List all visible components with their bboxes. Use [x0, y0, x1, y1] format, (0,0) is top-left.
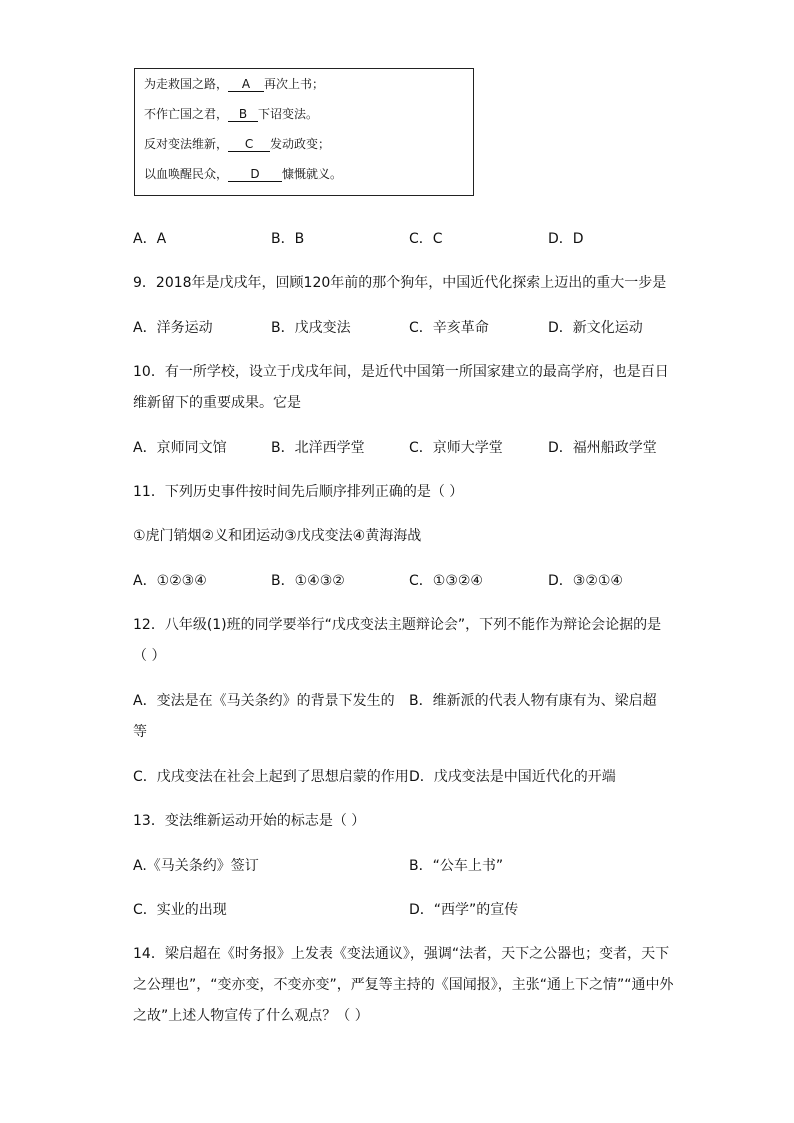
q10-option-a[interactable]: A．京师同文馆: [133, 440, 227, 456]
q13-stem: 13．变法维新运动开始的标志是（ ）: [133, 813, 366, 829]
poem-text: 为走救国之路，: [144, 77, 229, 91]
q11-option-b[interactable]: B．①④③②: [271, 573, 345, 589]
q11-stem: 11．下列历史事件按时间先后顺序排列正确的是（ ）: [133, 484, 464, 500]
q12-stem-line-2: （ ）: [133, 648, 166, 664]
q9-option-a[interactable]: A．洋务运动: [133, 320, 213, 336]
q12-option-c[interactable]: C．戊戌变法在社会上起到了思想启蒙的作用: [133, 769, 409, 785]
q13-option-d[interactable]: D．“西学”的宣传: [409, 902, 519, 918]
q11-option-c[interactable]: C．①③②④: [409, 573, 483, 589]
q8-option-a[interactable]: A．A: [133, 231, 167, 247]
q10-stem-line-1: 10．有一所学校，设立于戊戌年间，是近代中国第一所国家建立的最高学府，也是百日: [133, 364, 669, 380]
poem-text: 再次上书；: [264, 77, 325, 91]
poem-line-2: [144, 105, 318, 122]
poem-line-1: [144, 75, 324, 92]
q10-stem-line-2: 维新留下的重要成果。它是: [133, 395, 301, 411]
q8-option-c[interactable]: C．C: [409, 231, 443, 247]
poem-text: 慷慨就义。: [282, 167, 343, 181]
q13-option-a[interactable]: A.《马关条约》签订: [133, 858, 259, 874]
poem-text: 发动政变；: [270, 137, 331, 151]
poem-text: 反对变法维新，: [144, 137, 229, 151]
q9-option-d[interactable]: D．新文化运动: [548, 320, 643, 336]
q12-option-b[interactable]: B．维新派的代表人物有康有为、梁启超: [409, 693, 657, 709]
q10-option-c[interactable]: C．京师大学堂: [409, 440, 503, 456]
q13-option-b[interactable]: B．“公车上书”: [409, 858, 504, 874]
blank-c: C: [228, 137, 270, 152]
q9-option-c[interactable]: C．辛亥革命: [409, 320, 489, 336]
q11-events: ①虎门销烟②义和团运动③戊戌变法④黄海海战: [133, 528, 422, 544]
q12-option-d[interactable]: D．戊戌变法是中国近代化的开端: [409, 769, 616, 785]
blank-d: D: [228, 167, 282, 182]
q10-option-b[interactable]: B．北洋西学堂: [271, 440, 365, 456]
q11-option-a[interactable]: A．①②③④: [133, 573, 207, 589]
q12-option-b-continuation: 等: [133, 724, 147, 740]
poem-text: 以血唤醒民众，: [144, 167, 229, 181]
q11-option-d[interactable]: D．③②①④: [548, 573, 623, 589]
poem-text: 不作亡国之君，: [144, 107, 229, 121]
poem-line-4: [144, 165, 342, 182]
q13-option-c[interactable]: C．实业的出现: [133, 902, 227, 918]
q10-option-d[interactable]: D．福州船政学堂: [548, 440, 657, 456]
blank-b: B: [228, 107, 258, 122]
poem-line-3: [144, 135, 330, 152]
poem-text: 下诏变法。: [258, 107, 319, 121]
q14-stem-line-2: 之公理也”，“变亦变，不变亦变”，严复等主持的《国闻报》，主张“通上下之情”“通中外: [133, 977, 674, 993]
q14-stem-line-3: 之故”上述人物宣传了什么观点？（ ）: [133, 1008, 369, 1024]
q8-option-d[interactable]: D．D: [548, 231, 584, 247]
poem-box: [134, 68, 474, 196]
blank-a: A: [228, 77, 264, 92]
q9-stem: 9．2018年是戊戌年，回顾120年前的那个狗年，中国近代化探索上迈出的重大一步是: [133, 275, 667, 291]
q8-option-b[interactable]: B．B: [271, 231, 305, 247]
q14-stem-line-1: 14．梁启超在《时务报》上发表《变法通议》，强调“法者，天下之公器也；变者，天下: [133, 946, 670, 962]
q9-option-b[interactable]: B．戊戌变法: [271, 320, 351, 336]
q12-option-a[interactable]: A．变法是在《马关条约》的背景下发生的: [133, 693, 395, 709]
q12-stem-line-1: 12．八年级(1)班的同学要举行“戊戌变法主题辩论会”，下列不能作为辩论会论据的是: [133, 617, 662, 633]
